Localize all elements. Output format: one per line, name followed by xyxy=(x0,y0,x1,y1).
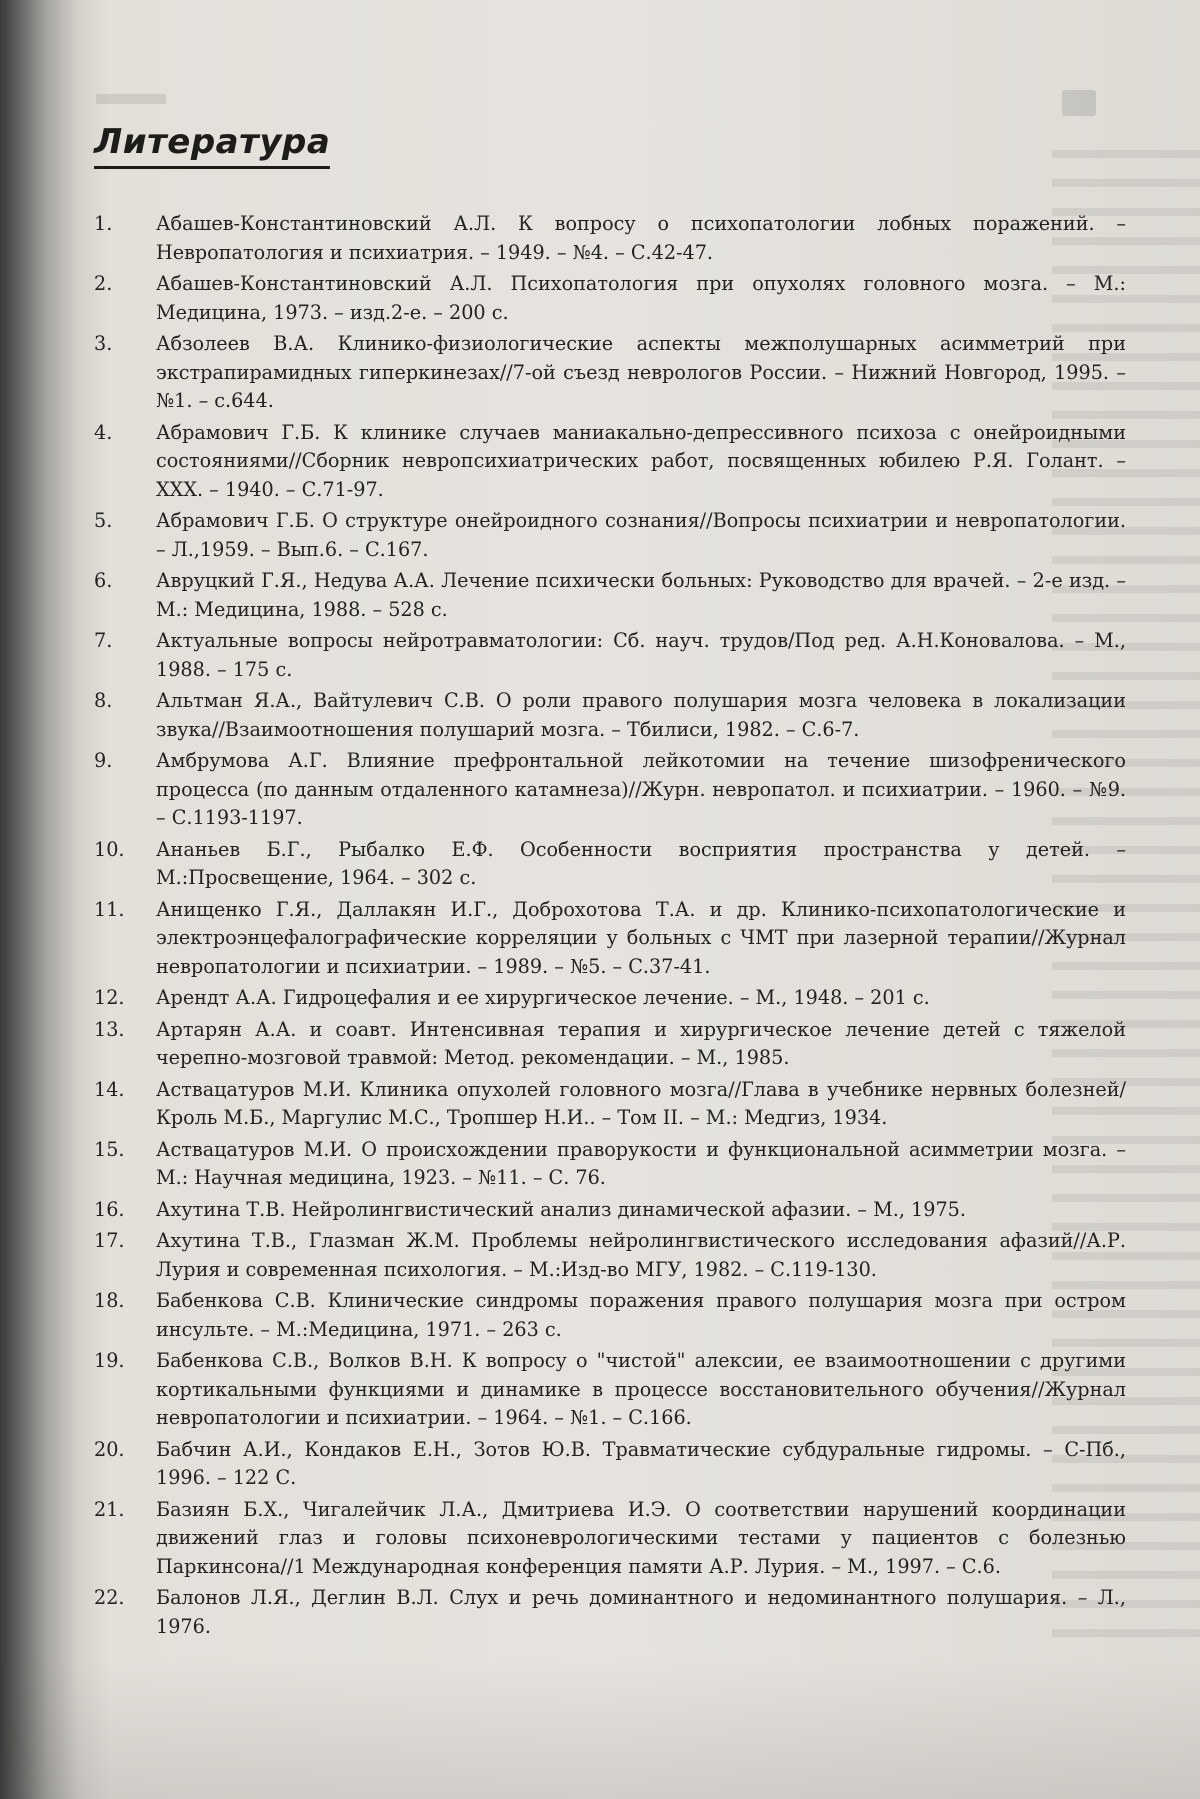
reference-text: Балонов Л.Я., Деглин В.Л. Слух и речь доминантного и недоминантного полушария. – Л., 1976. xyxy=(156,1586,1126,1638)
reference-number: 16. xyxy=(94,1197,125,1221)
reference-text: Абашев-Константиновский А.Л. Психопатология при опухолях головного мозга. – М.: Медицина, 1973. – изд.2-е. – 200 с. xyxy=(156,272,1126,324)
reference-number: 11. xyxy=(94,897,125,921)
reference-text: Артарян А.А. и соавт. Интенсивная терапия и хирургическое лечение детей с тяжелой черепно-мозговой травмой: Метод. рекомендации. – М., 1985. xyxy=(156,1017,1126,1069)
reference-item xyxy=(94,419,1126,505)
reference-text: Анищенко Г.Я., Даллакян И.Г., Доброхотова Т.А. и др. Клинико-психопатологические и электроэнцефалографические корреляции у больных с ЧМТ при лазерной терапии//Журнал невропатологии и психиатрии. – 1989. – №5. – С.37-41. xyxy=(156,897,1126,978)
reference-number: 22. xyxy=(94,1586,125,1609)
running-head-text xyxy=(96,94,166,104)
reference-item xyxy=(94,567,1126,624)
reference-item xyxy=(94,1347,1126,1433)
reference-item xyxy=(94,984,1126,1013)
reference-number: 8. xyxy=(94,689,113,712)
reference-item xyxy=(94,1196,1126,1225)
reference-item xyxy=(94,896,1126,982)
reference-text: Абрамович Г.Б. О структуре онейроидного сознания//Вопросы психиатрии и невропатологии. – Л.,1959. – Вып.6. – С.167. xyxy=(156,509,1126,561)
reference-text: Аствацатуров М.И. Клиника опухолей головного мозга//Глава в учебнике нервных болезней/Кроль М.Б., Маргулис М.С., Тропшер Н.И.. – Том II. – М.: Медгиз, 1934. xyxy=(156,1077,1126,1129)
reference-text: Амбрумова А.Г. Влияние префронтальной лейкотомии на течение шизофренического процесса (по данным отдаленного катамнеза)//Журн. невропатол. и психиатрии. – 1960. – №9. – С.1193-1197. xyxy=(156,749,1126,829)
running-head-faded xyxy=(96,90,1096,114)
reference-number: 17. xyxy=(94,1229,125,1252)
reference-item xyxy=(94,1136,1126,1193)
reference-item xyxy=(94,270,1126,327)
reference-item xyxy=(94,1496,1126,1582)
reference-text: Бабенкова С.В., Волков В.Н. К вопросу о "чистой" алексии, ее взаимоотношении с другими кортикальными функциями и динамике в процессе восстановительного обучения//Журнал невропатологии и психиатрии. – 1964. – №1. – С.166. xyxy=(156,1349,1126,1429)
page-title: Литература xyxy=(94,122,330,169)
reference-number: 20. xyxy=(94,1437,125,1461)
reference-item xyxy=(94,1584,1126,1641)
page-number-box xyxy=(1062,90,1096,116)
reference-number: 1. xyxy=(94,212,113,235)
reference-number: 21. xyxy=(94,1497,125,1521)
reference-text: Ахутина Т.В. Нейролингвистический анализ динамической афазии. – М., 1975. xyxy=(156,1197,966,1221)
reference-number: 10. xyxy=(94,837,125,861)
reference-text: Ахутина Т.В., Глазман Ж.М. Проблемы нейролингвистического исследования афазий//А.Р. Лурия и современная психология. – М.:Изд-во МГУ, 1982. – С.119-130. xyxy=(156,1229,1126,1281)
reference-number: 5. xyxy=(94,509,113,532)
reference-number: 9. xyxy=(94,749,113,772)
reference-item xyxy=(94,1076,1126,1133)
reference-number: 13. xyxy=(94,1017,125,1041)
reference-number: 4. xyxy=(94,420,113,444)
reference-text: Базиян Б.Х., Чигалейчик Л.А., Дмитриева И.Э. О соответствии нарушений координации движений глаз и головы психоневрологическими тестами у пациентов с болезнью Паркинсона//1 Международная конференция памяти А.Р. Лурия. – М., 1997. – С.6. xyxy=(156,1497,1126,1578)
reference-item xyxy=(94,330,1126,416)
reference-item xyxy=(94,1436,1126,1493)
reference-number: 3. xyxy=(94,332,113,355)
reference-item xyxy=(94,1016,1126,1073)
reference-number: 7. xyxy=(94,629,113,652)
reference-text: Аствацатуров М.И. О происхождении праворукости и функциональной асимметрии мозга. – М.: Научная медицина, 1923. – №11. – С. 76. xyxy=(156,1137,1126,1189)
reference-text: Альтман Я.А., Вайтулевич С.В. О роли правого полушария мозга человека в локализации звука//Взаимоотношения полушарий мозга. – Тбилиси, 1982. – С.6-7. xyxy=(156,689,1126,741)
reference-text: Ананьев Б.Г., Рыбалко Е.Ф. Особенности восприятия пространства у детей. – М.:Просвещение, 1964. – 302 с. xyxy=(156,837,1126,889)
reference-number: 6. xyxy=(94,569,113,592)
reference-item xyxy=(94,687,1126,744)
reference-text: Абрамович Г.Б. К клинике случаев маниакально-депрессивного психоза с онейроидными состояниями//Сборник невропсихиатрических работ, посвященных юбилею Р.Я. Голант. – XXX. – 1940. – С.71-97. xyxy=(156,420,1126,501)
page-shadow xyxy=(0,1659,1200,1799)
reference-item xyxy=(94,210,1126,267)
reference-text: Абашев-Константиновский А.Л. К вопросу о психопатологии лобных поражений. – Невропатология и психиатрия. – 1949. – №4. – С.42-47. xyxy=(156,212,1126,264)
reference-list xyxy=(94,210,1126,1644)
reference-item xyxy=(94,627,1126,684)
reference-text: Бабчин А.И., Кондаков Е.Н., Зотов Ю.В. Травматические субдуральные гидромы. – С-Пб., 1996. – 122 С. xyxy=(156,1437,1126,1489)
reference-text: Бабенкова С.В. Клинические синдромы поражения правого полушария мозга при остром инсульте. – М.:Медицина, 1971. – 263 с. xyxy=(156,1289,1126,1341)
reference-item xyxy=(94,836,1126,893)
reference-number: 15. xyxy=(94,1137,125,1161)
reference-text: Авруцкий Г.Я., Недува А.А. Лечение психически больных: Руководство для врачей. – 2-е изд. – М.: Медицина, 1988. – 528 с. xyxy=(156,569,1126,621)
reference-text: Арендт А.А. Гидроцефалия и ее хирургическое лечение. – М., 1948. – 201 с. xyxy=(156,986,930,1009)
reference-item xyxy=(94,747,1126,833)
reference-text: Абзолеев В.А. Клинико-физиологические аспекты межполушарных асимметрий при экстрапирамидных гиперкинезах//7-ой съезд неврологов России. – Нижний Новгород, 1995. – №1. – с.644. xyxy=(156,332,1126,412)
reference-number: 18. xyxy=(94,1289,125,1312)
reference-number: 14. xyxy=(94,1077,125,1101)
reference-text: Актуальные вопросы нейротравматологии: Сб. науч. трудов/Под ред. А.Н.Коновалова. – М., 1988. – 175 с. xyxy=(156,629,1126,681)
reference-item xyxy=(94,507,1126,564)
reference-number: 19. xyxy=(94,1349,125,1372)
reference-item xyxy=(94,1287,1126,1344)
reference-number: 2. xyxy=(94,272,113,295)
reference-item xyxy=(94,1227,1126,1284)
reference-number: 12. xyxy=(94,986,125,1009)
